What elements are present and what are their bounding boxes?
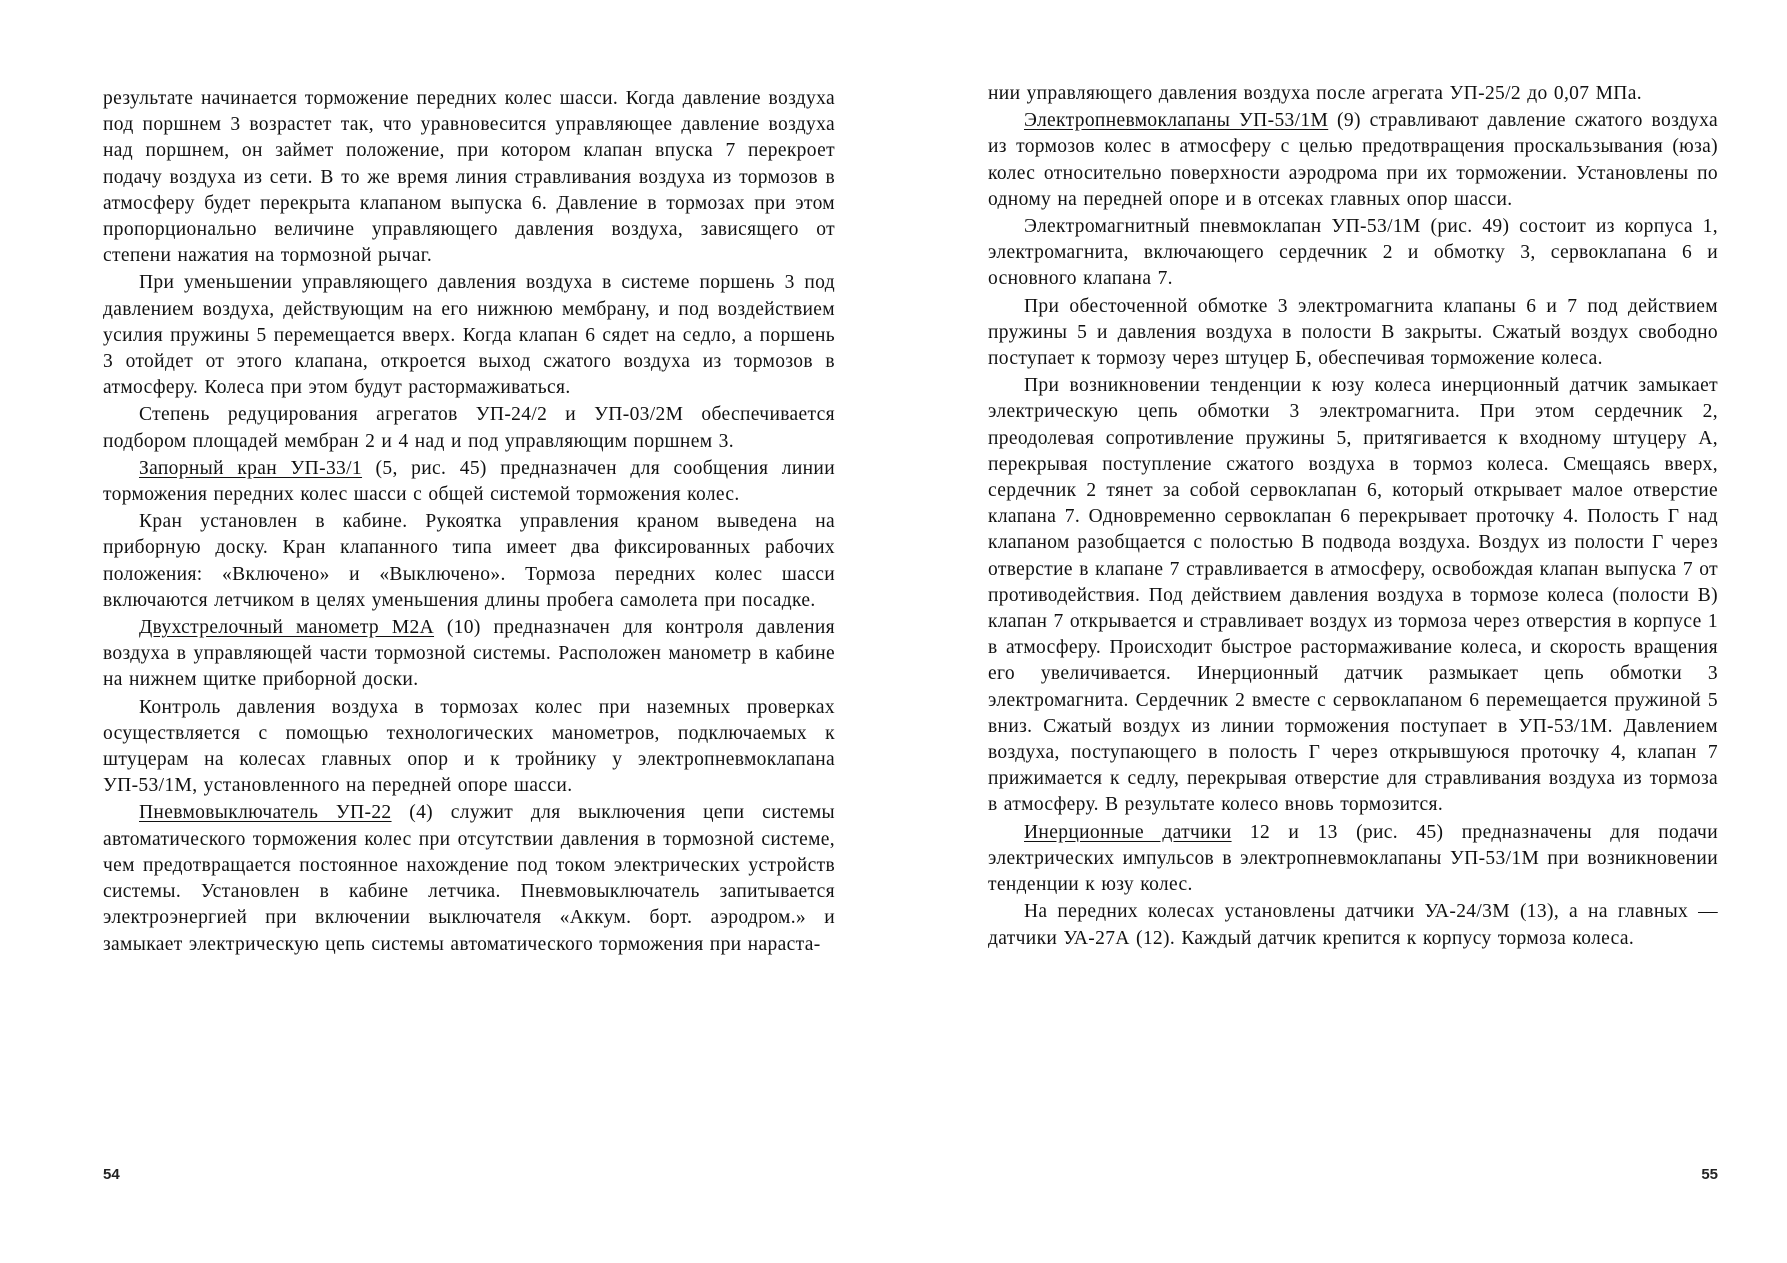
paragraph: нии управляющего давления воздуха после агрегата УП-25/2 до 0,07 МПа.	[988, 83, 1642, 104]
paragraph: При возникновении тенденции к юзу колеса инерционный датчик замыкает электрическую цепь обмотки 3 электромагнита. При этом сердечник 2, преодолевая сопротивление пружины 5, притягивается к входному штуцеру А, перекрывая поступление сжатого воздуха в тормоз колеса. Смещаясь вверх, сердечник 2 тянет за собой сервоклапан 6, который открывает малое отверстие клапана 7. Одновременно сервоклапан 6 перекрывает проточку 4. Полость Г над клапаном разобщается с полостью В подвода воздуха. Воздух из полости Г через отверстие в клапане 7 стравливается в атмосферу, освобождая клапан выпуска 7 от противодействия. Под действием давления воздуха в тормозе колеса (полости В) клапан 7 открывается и стравливает воздух из тормоза через отверстия в корпусе 1 в атмосферу. Происходит быстрое растормаживание колеса, и скорость вращения его увеличивается. Инерционный датчик размыкает цепь обмотки 3 электромагнита. Сердечник 2 вместе с сервоклапаном 6 перемещается пружиной 5 вниз. Сжатый воздух из линии торможения поступает в УП-53/1М. Давлением воздуха, поступающего в полость Г через открывшуюся проточку 4, клапан 7 прижимается к седлу, перекрывая отверстие для стравливания воздуха из тормоза в атмосферу. В результате колесо вновь тормозится.	[988, 375, 1718, 816]
paragraph: Электромагнитный пневмоклапан УП-53/1М (рис. 49) состоит из корпуса 1, электромагнита, включающего сердечник 2 и обмотку 3, сервоклапана 6 и основного клапана 7.	[988, 216, 1718, 290]
paragraph: Контроль давления воздуха в тормозах колес при наземных проверках осуществляется с помощью технологических манометров, подключаемых к штуцерам на колесах главных опор и к тройнику у электропневмоклапана УП-53/1М, установленного на передней опоре шасси.	[103, 696, 835, 797]
term-heading: Электропневмоклапаны УП-53/1М	[1024, 110, 1329, 132]
paragraph: результате начинается торможение передних колес шасси. Когда давление воздуха под поршнем 3 возрастет так, что уравновесится управляющее давление воздуха над поршнем, он займет положение, при котором клапан впуска 7 перекроет подачу воздуха из сети. В то же время линия стравливания воздуха из тормозов в атмосферу будет перекрыта клапаном выпуска 6. Давление в тормозах при этом пропорционально величине управляющего давления воздуха, зависящего от степени нажатия на тормозной рычаг.	[103, 88, 835, 267]
paragraph: Запорный кран УП-33/1 (5, рис. 45) предназначен для сообщения линии торможения передних колес шасси с общей системой торможения колес.	[103, 457, 835, 506]
term-heading: Двухстрелочный манометр М2А	[139, 617, 435, 639]
paragraph: Двухстрелочный манометр М2А (10) предназначен для контроля давления воздуха в управляющей части тормозной системы. Расположен манометр в кабине на нижнем щитке приборной доски.	[103, 617, 835, 691]
paragraph: Инерционные датчики 12 и 13 (рис. 45) предназначены для подачи электрических импульсов в электропневмоклапаны УП-53/1М при возникновении тенденции к юзу колес.	[988, 821, 1718, 896]
page-number: 55	[1701, 1166, 1718, 1183]
right-text-column	[988, 81, 1718, 952]
paragraph: При обесточенной обмотке 3 электромагнита клапаны 6 и 7 под действием пружины 5 и давления воздуха в полости В закрыты. Сжатый воздух свободно поступает к тормозу через штуцер Б, обеспечивая торможение колеса.	[988, 295, 1718, 370]
term-heading: Пневмовыключатель УП-22	[139, 802, 392, 824]
paragraph: Степень редуцирования агрегатов УП-24/2 и УП-03/2М обеспечивается подбором площадей мембран 2 и 4 над и под управляющим поршнем 3.	[103, 404, 835, 452]
page-number: 54	[103, 1166, 120, 1183]
paragraph: На передних колесах установлены датчики УА-24/3М (13), а на главных — датчики УА-27А (12). Каждый датчик крепится к корпусу тормоза колеса.	[988, 901, 1718, 949]
paragraph: Кран установлен в кабине. Рукоятка управления краном выведена на приборную доску. Кран клапанного типа имеет два фиксированных рабочих положения: «Включено» и «Выключено». Тормоза передних колес шасси включаются летчиком в целях уменьшения длины пробега самолета при посадке.	[103, 511, 835, 611]
left-text-column	[103, 86, 835, 958]
term-heading: Запорный кран УП-33/1	[139, 457, 363, 479]
paragraph: При уменьшении управляющего давления воздуха в системе поршень 3 под давлением воздуха, действующим на его нижнюю мембрану, и под воздействием усилия пружины 5 перемещается вверх. Когда клапан 6 сядет на седло, а поршень 3 отойдет от этого клапана, откроется выход сжатого воздуха из тормозов в атмосферу. Колеса при этом будут растормаживаться.	[103, 272, 835, 399]
paragraph: Электропневмоклапаны УП-53/1М (9) стравливают давление сжатого воздуха из тормозов колес в атмосферу с целью предотвращения проскальзывания (юза) колес относительно поверхности аэродрома при их торможении. Установлены по одному на передней опоре и в отсеках главных опор шасси.	[988, 110, 1718, 210]
paragraph: Пневмовыключатель УП-22 (4) служит для выключения цепи системы автоматического торможения колес при отсутствии давления в тормозной системе, чем предотвращается постоянное нахождение под током электрических устройств системы. Установлен в кабине летчика. Пневмовыключатель запитывается электроэнергией при включении выключателя «Аккум. борт. аэродром.» и замыкает электрическую цепь системы автоматического торможения при нараста-	[103, 802, 835, 955]
term-heading: Инерционные датчики	[1024, 821, 1232, 843]
